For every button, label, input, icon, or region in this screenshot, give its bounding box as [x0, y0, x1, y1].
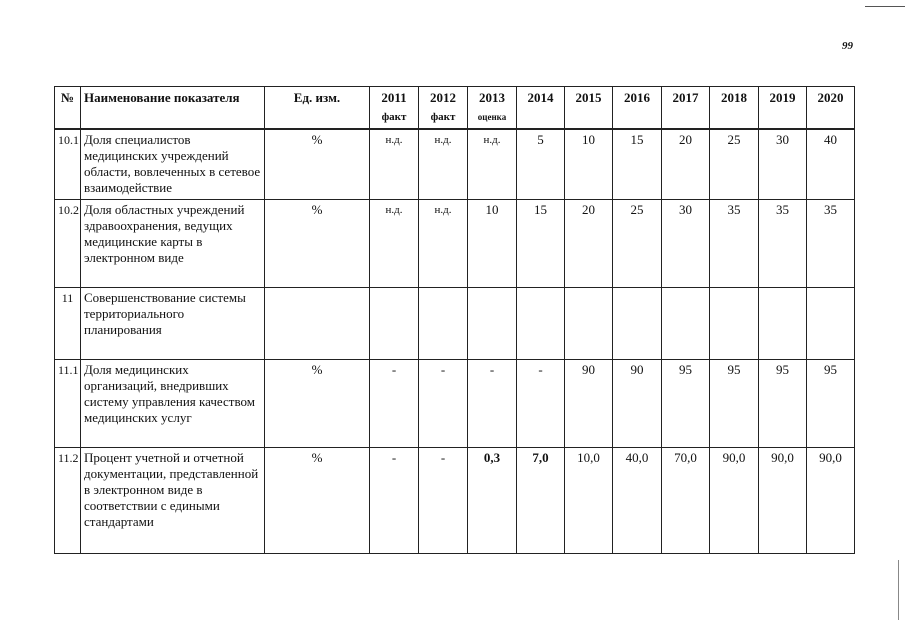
- value-cell: 25: [613, 199, 662, 287]
- table-row: [55, 129, 855, 199]
- value-cell: 95: [662, 359, 710, 447]
- value-cell: [759, 287, 807, 359]
- value-cell: н.д.: [419, 129, 468, 199]
- value-cell: 35: [759, 199, 807, 287]
- unit-cell: %: [265, 447, 370, 553]
- year-sublabel: оценка: [477, 112, 507, 122]
- table-row: [55, 359, 855, 447]
- indicator-name: Процент учетной и отчетной документации, представленной в электронном виде в соответствии с едиными стандартами: [81, 447, 265, 553]
- col-header-year: [613, 87, 662, 130]
- indicator-name: Доля областных учреждений здравоохранения, ведущих медицинские карты в электронном виде: [81, 199, 265, 287]
- value-cell: н.д.: [419, 199, 468, 287]
- indicator-name: Совершенствование системы территориального планирования: [81, 287, 265, 359]
- table-row: [55, 287, 855, 359]
- value-cell: 35: [807, 199, 855, 287]
- value-cell: 30: [759, 129, 807, 199]
- value-cell: 90: [565, 359, 613, 447]
- value-cell: 90: [613, 359, 662, 447]
- value-cell: 40: [807, 129, 855, 199]
- year-label: 2017: [672, 90, 699, 105]
- col-header-year: [370, 87, 419, 130]
- value-cell: [517, 287, 565, 359]
- year-label: 2011: [381, 90, 407, 105]
- value-cell: 95: [759, 359, 807, 447]
- value-cell: 20: [565, 199, 613, 287]
- value-cell: н.д.: [370, 199, 419, 287]
- col-header-year: [807, 87, 855, 130]
- unit-cell: %: [265, 359, 370, 447]
- value-cell: 30: [662, 199, 710, 287]
- value-cell: 95: [807, 359, 855, 447]
- value-cell: н.д.: [370, 129, 419, 199]
- col-header-year: [468, 87, 517, 130]
- value-cell: 15: [613, 129, 662, 199]
- year-label: 2018: [721, 90, 747, 105]
- year-label: 2019: [769, 90, 796, 105]
- scan-edge-mark: [898, 560, 899, 620]
- row-number: 10.2: [55, 199, 81, 287]
- year-label: 2020: [817, 90, 844, 105]
- table-header-row: [55, 87, 855, 130]
- value-cell: 25: [710, 129, 759, 199]
- value-cell: -: [370, 359, 419, 447]
- value-cell: [565, 287, 613, 359]
- value-cell: 90,0: [807, 447, 855, 553]
- row-number: 10.1: [55, 129, 81, 199]
- year-label: 2015: [575, 90, 602, 105]
- row-number: 11.1: [55, 359, 81, 447]
- value-cell: [370, 287, 419, 359]
- value-cell: -: [419, 359, 468, 447]
- value-cell: [807, 287, 855, 359]
- year-label: 2014: [527, 90, 554, 105]
- indicator-name: Доля специалистов медицинских учреждений области, вовлеченных в сетевое взаимодействие: [81, 129, 265, 199]
- value-cell: -: [517, 359, 565, 447]
- col-header-year: [710, 87, 759, 130]
- col-header-year: [419, 87, 468, 130]
- year-label: 2016: [624, 90, 650, 105]
- value-cell: 35: [710, 199, 759, 287]
- value-cell: 10: [468, 199, 517, 287]
- value-cell: н.д.: [468, 129, 517, 199]
- value-cell: 10,0: [565, 447, 613, 553]
- value-cell: [468, 287, 517, 359]
- table-row: [55, 199, 855, 287]
- value-cell: 70,0: [662, 447, 710, 553]
- value-cell: 90,0: [710, 447, 759, 553]
- value-cell: 90,0: [759, 447, 807, 553]
- value-cell: -: [370, 447, 419, 553]
- row-number: 11: [55, 287, 81, 359]
- value-cell: 15: [517, 199, 565, 287]
- col-header-year: [517, 87, 565, 130]
- col-header-unit: Ед. изм.: [265, 87, 370, 130]
- year-sublabel: факт: [430, 111, 456, 123]
- value-cell: [662, 287, 710, 359]
- page-number: 99: [842, 40, 853, 52]
- value-cell: [613, 287, 662, 359]
- table-row: [55, 447, 855, 553]
- col-header-year: [662, 87, 710, 130]
- unit-cell: [265, 287, 370, 359]
- col-header-name: Наименование показателя: [81, 87, 265, 130]
- unit-cell: %: [265, 199, 370, 287]
- value-cell: 5: [517, 129, 565, 199]
- value-cell: 40,0: [613, 447, 662, 553]
- scan-edge-mark: [865, 6, 905, 7]
- value-cell: -: [468, 359, 517, 447]
- indicator-name: Доля медицинских организаций, внедривших систему управления качеством медицинских услуг: [81, 359, 265, 447]
- col-header-year: [759, 87, 807, 130]
- value-cell: 7,0: [517, 447, 565, 553]
- row-number: 11.2: [55, 447, 81, 553]
- value-cell: -: [419, 447, 468, 553]
- value-cell: 95: [710, 359, 759, 447]
- year-sublabel: факт: [381, 111, 407, 123]
- value-cell: [710, 287, 759, 359]
- unit-cell: %: [265, 129, 370, 199]
- indicator-table: [54, 86, 855, 554]
- value-cell: [419, 287, 468, 359]
- value-cell: 10: [565, 129, 613, 199]
- year-label: 2012: [430, 90, 456, 105]
- year-label: 2013: [479, 90, 505, 105]
- value-cell: 0,3: [468, 447, 517, 553]
- col-header-year: [565, 87, 613, 130]
- value-cell: 20: [662, 129, 710, 199]
- col-header-no: №: [55, 87, 81, 130]
